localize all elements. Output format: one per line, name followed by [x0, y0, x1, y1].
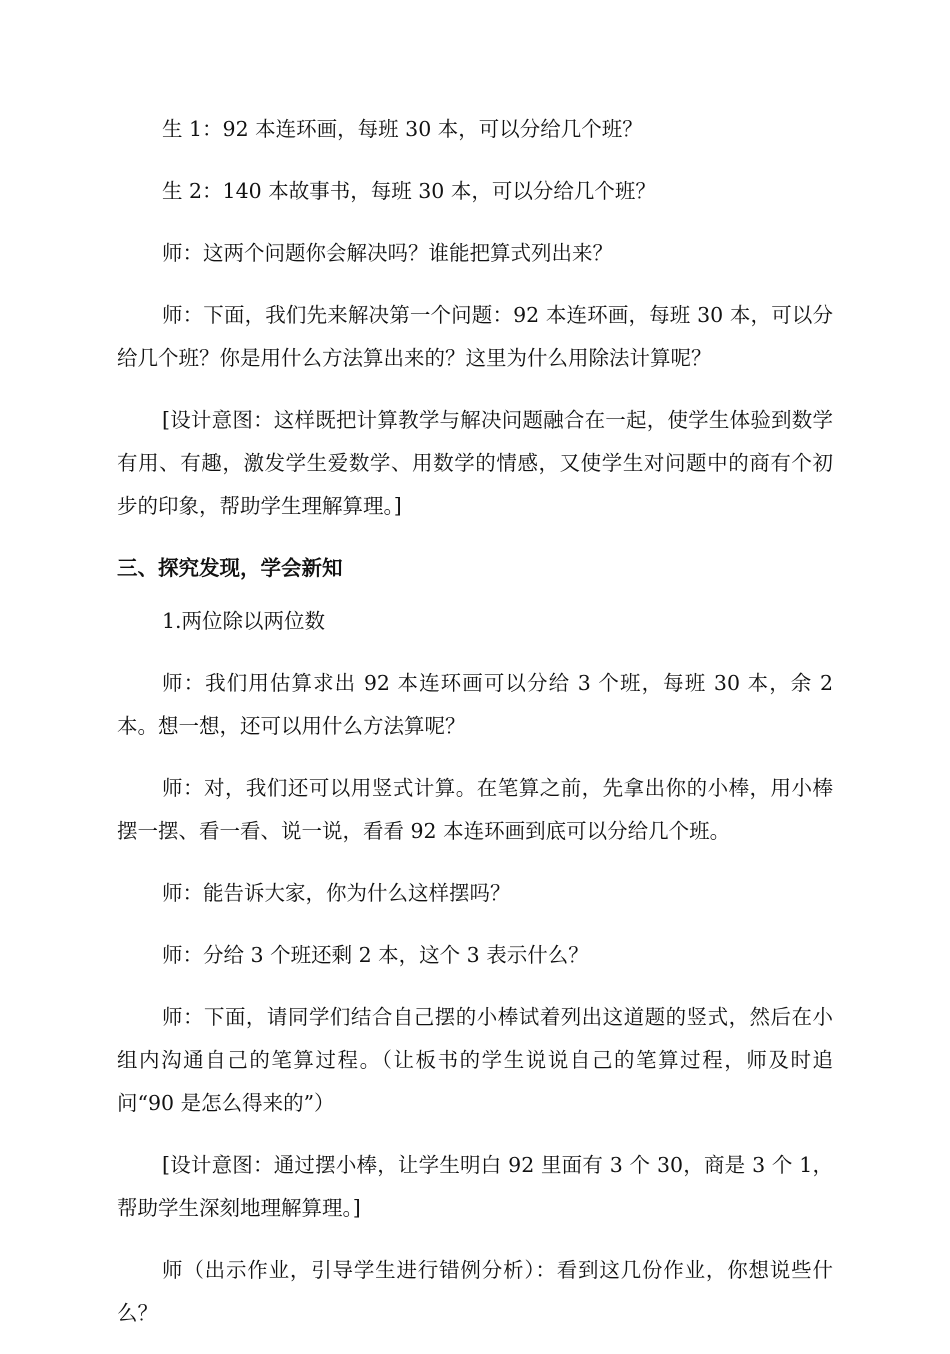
design-intent-note-1: [设计意图：这样既把计算教学与解决问题融合在一起，使学生体验到数学有用、有趣，激发学生爱数学、用数学的情感，又使学生对问题中的商有个初步的印象，帮助学生理解算理。]: [117, 408, 833, 518]
dialogue-teacher-first-problem: 师：下面，我们先来解决第一个问题：92 本连环画，每班 30 本，可以分给几个班？你是用什么方法算出来的？这里为什么用除法计算呢？: [117, 303, 833, 370]
dialogue-student-2: 生 2：140 本故事书，每班 30 本，可以分给几个班？: [162, 179, 656, 203]
dialogue-teacher-meaning: 师：分给 3 个班还剩 2 本，这个 3 表示什么？: [162, 943, 589, 967]
dialogue-teacher-homework: 师（出示作业，引导学生进行错例分析）：看到这几份作业，你想说些什么？: [117, 1258, 833, 1325]
subheading: 1.两位除以两位数: [162, 609, 326, 633]
section-heading: 三、探究发现，学会新知: [117, 556, 343, 580]
design-intent-note-2: [设计意图：通过摆小棒，让学生明白 92 里面有 3 个 30，商是 3 个 1，帮助学生深刻地理解算理。]: [117, 1153, 833, 1220]
dialogue-student-1: 生 1：92 本连环画，每班 30 本，可以分给几个班？: [162, 117, 643, 141]
dialogue-teacher-question: 师：这两个问题你会解决吗？谁能把算式列出来？: [162, 241, 613, 265]
dialogue-teacher-vertical: 师：对，我们还可以用竖式计算。在笔算之前，先拿出你的小棒，用小棒摆一摆、看一看、说一说，看看 92 本连环画到底可以分给几个班。: [117, 776, 833, 843]
dialogue-teacher-why: 师：能告诉大家，你为什么这样摆吗？: [162, 881, 511, 905]
dialogue-teacher-estimate: 师：我们用估算求出 92 本连环画可以分给 3 个班，每班 30 本，余 2 本。想一想，还可以用什么方法算呢？: [117, 671, 833, 738]
document-body: [117, 108, 833, 1354]
dialogue-teacher-group: 师：下面，请同学们结合自己摆的小棒试着列出这道题的竖式，然后在小组内沟通自己的笔算过程。（让板书的学生说说自己的笔算过程，师及时追问“90 是怎么得来的”）: [117, 1005, 833, 1115]
